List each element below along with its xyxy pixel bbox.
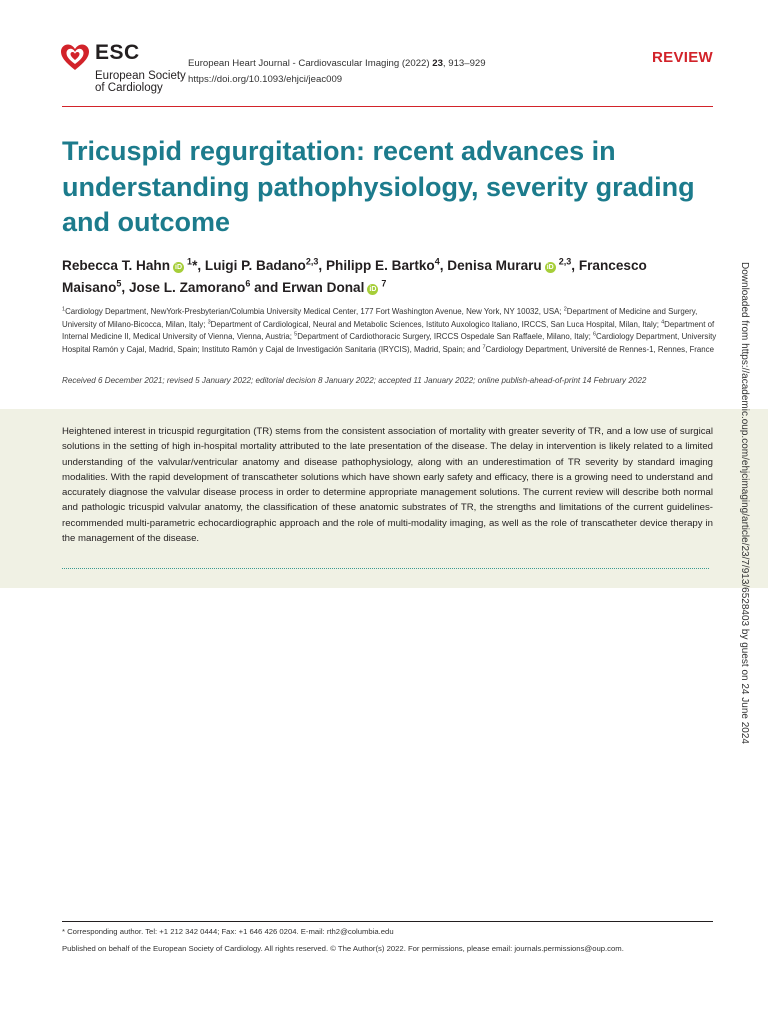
doi-link[interactable]: https://doi.org/10.1093/ehjci/jeac009 — [188, 74, 343, 85]
author-separator: , — [439, 258, 448, 273]
author-name[interactable]: Erwan Donal — [282, 280, 365, 295]
header-divider — [62, 106, 713, 107]
orcid-icon[interactable]: iD — [369, 286, 377, 293]
affiliation-text: Department of Cardiothoracic Surgery, IRCCS Ospedale San Raffaele, Milano, Italy; — [297, 332, 593, 341]
publication-dates: Received 6 December 2021; revised 5 January 2022; editorial decision 8 January 2022; accepted 11 January 2022; online publish-ahead-of-print 14 February 2022 — [62, 376, 647, 385]
orcid-icon[interactable]: iD — [546, 264, 554, 271]
logo-org-line1: European Society — [95, 70, 186, 82]
affiliation-number: 4 — [661, 318, 665, 325]
author-name[interactable]: Luigi P. Badano — [204, 258, 306, 273]
affiliation-marker: 2,3 — [558, 256, 572, 267]
orcid-icon[interactable]: iD — [175, 264, 183, 271]
affiliation-number: 1 — [62, 306, 66, 313]
journal-name: European Heart Journal - Cardiovascular Imaging (2022) — [188, 58, 430, 69]
affiliation-number: 2 — [563, 306, 567, 313]
affiliation-marker: 2,3 — [305, 256, 319, 267]
affiliation-marker: 4 — [434, 256, 440, 267]
affiliation-number: 5 — [294, 331, 298, 338]
author-separator: , — [318, 258, 326, 273]
affiliation-marker: 1 — [187, 256, 193, 267]
journal-volume: 23 — [432, 58, 443, 69]
affiliation-marker: 6 — [245, 278, 251, 289]
abstract-text: Heightened interest in tricuspid regurgitation (TR) stems from the consistent association of mortality with greater severity of TR, and a low use of surgical solutions in the setting of high in-hospital mortality attributed to the late presentation of the disease. The delay in intervention is likely related to a limited understanding of the valvular/ventricular anatomy and disease pathophysiology, along with an underestimation of TR severity by standard imaging modalities. With the rapid development of transcatheter solutions which have shown early safety and efficacy, there is a growing need to understand and accurately diagnose the valvular disease process in order to determine appropriate management solutions. The current review will describe both normal and pathologic tricuspid valvular anatomy, the classification of these anatomic substrates of TR, the strengths and limitations of the current guidelines-recommended multi-parametric echocardiographic approach and the role of multi-modality imaging, as well as the role of transcatheter device therapy in the management of the disease. — [62, 426, 713, 545]
author-list — [62, 255, 712, 299]
affiliation-number: 7 — [482, 343, 486, 350]
author-name[interactable]: Philipp E. Bartko — [325, 258, 435, 273]
publisher-note: Published on behalf of the European Society of Cardiology. All rights reserved. © The Author(s) 2022. For permissions, please email: journals.permissions@oup.com. — [62, 944, 624, 953]
affiliations — [62, 306, 717, 356]
download-watermark: Downloaded from https://academic.oup.com/ehjcimaging/article/23/7/913/6528403 by guest on 24 June 2024 — [739, 262, 750, 744]
author-name[interactable]: Rebecca T. Hahn — [62, 258, 171, 273]
affiliation-text: Department of Internal Medicine II, Medical University of Vienna, Vienna, Austria; — [62, 319, 715, 341]
affiliation-number: 6 — [592, 331, 597, 338]
author-separator: , — [121, 280, 129, 295]
affiliation-text: Department of Cardiological, Neural and Metabolic Sciences, Istituto Auxologico Italiano, IRCCS, San Luca Hospital, Milan, Italy; — [210, 319, 662, 329]
heart-logo-icon — [60, 43, 90, 73]
corresponding-author-note: * Corresponding author. Tel: +1 212 342 0444; Fax: +1 646 426 0204. E-mail: rth2@columbia.edu — [62, 927, 394, 936]
abstract-dotted-rule — [62, 568, 709, 569]
affiliation-marker: 5 — [116, 278, 122, 289]
article-title: Tricuspid regurgitation: recent advances in understanding pathophysiology, severity grading and outcome — [62, 136, 695, 237]
logo-org-name — [95, 70, 186, 94]
affiliation-number: 3 — [207, 318, 211, 325]
affiliation-text: Cardiology Department, NewYork-Presbyterian/Columbia University Medical Center, 177 Fort Washington Avenue, New York, NY 10032, USA; — [65, 307, 564, 316]
corresponding-marker: *, — [192, 258, 205, 273]
journal-pages: , 913–929 — [442, 58, 486, 69]
author-name[interactable]: Jose L. Zamorano — [128, 280, 246, 295]
article-type-label: REVIEW — [652, 49, 713, 66]
author-separator: , — [571, 258, 579, 273]
author-conjunction: and — [250, 280, 283, 295]
esc-logo — [60, 40, 190, 96]
footnote-divider — [62, 921, 713, 922]
author-name[interactable]: Francesco Maisano — [62, 258, 647, 295]
logo-acronym: ESC — [95, 41, 140, 64]
affiliation-text: Cardiology Department, University Hospital Ramón y Cajal, Madrid, Spain; Instituto Ramón y Cajal de Investigación Sanitaria (IRYCIS), Madrid, Spain; and — [62, 332, 717, 354]
author-name[interactable]: Denisa Muraru — [447, 258, 542, 273]
affiliation-marker: 7 — [381, 278, 387, 289]
journal-citation — [188, 56, 486, 88]
logo-org-line2: of Cardiology — [95, 82, 163, 94]
affiliation-text: Cardiology Department, Université de Rennes-1, Rennes, France — [485, 344, 715, 354]
journal-line — [188, 56, 486, 72]
affiliation-text: Department of Medicine and Surgery, University of Milano-Bicocca, Milan, Italy; — [62, 307, 698, 329]
